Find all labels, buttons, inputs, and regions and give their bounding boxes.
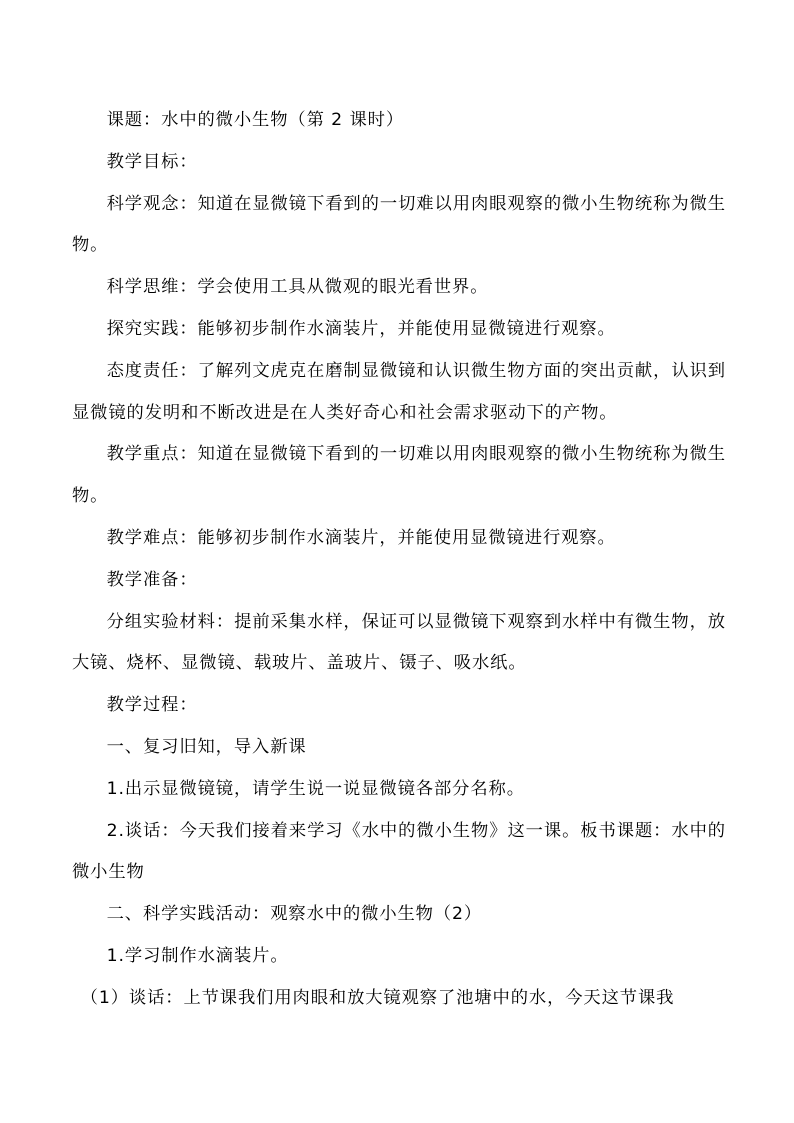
section-one-heading: 一、复习旧知，导入新课 [106,736,307,757]
objective-attitude-responsibility: 态度责任：了解列文虎克在磨制显微镜和认识微生物方面的突出贡献，认识到显微镜的发明和不断改进是在人类好奇心和社会需求驱动下的产物。 [72,360,726,423]
document-page [72,100,726,1020]
teaching-process-heading: 教学过程： [106,695,198,716]
teaching-key-point: 教学重点：知道在显微镜下看到的一切难以用肉眼观察的微小生物统称为微生物。 [72,444,726,507]
teaching-preparation-heading: 教学准备： [106,569,198,590]
objective-science-thinking: 科学思维：学会使用工具从微观的眼光看世界。 [106,277,489,298]
group-experiment-materials: 分组实验材料：提前采集水样，保证可以显微镜下观察到水样中有微生物，放大镜、烧杯、显微镜、载玻片、盖玻片、镊子、吸水纸。 [72,611,726,674]
activity-one-heading: 1.学习制作水滴装片。 [106,945,289,966]
step-one-review: 1.出示显微镜镜，请学生说一说显微镜各部分名称。 [106,778,525,799]
section-two-heading: 二、科学实践活动：观察水中的微小生物（2） [106,904,483,925]
lesson-title: 课题：水中的微小生物（第 2 课时） [106,110,404,130]
teaching-difficulty: 教学难点：能够初步制作水滴装片，并能使用显微镜进行观察。 [106,527,616,548]
step-two-talk: 2.谈话：今天我们接着来学习《水中的微小生物》这一课。板书课题：水中的微小生物 [72,820,726,883]
activity-one-talk: （1）谈话：上节课我们用肉眼和放大镜观察了池塘中的水，今天这节课我 [80,987,675,1008]
objective-science-concept: 科学观念：知道在显微镜下看到的一切难以用肉眼观察的微小生物统称为微生物。 [72,193,726,256]
teaching-objectives-heading: 教学目标： [106,151,198,172]
objective-inquiry-practice: 探究实践：能够初步制作水滴装片，并能使用显微镜进行观察。 [106,318,616,339]
